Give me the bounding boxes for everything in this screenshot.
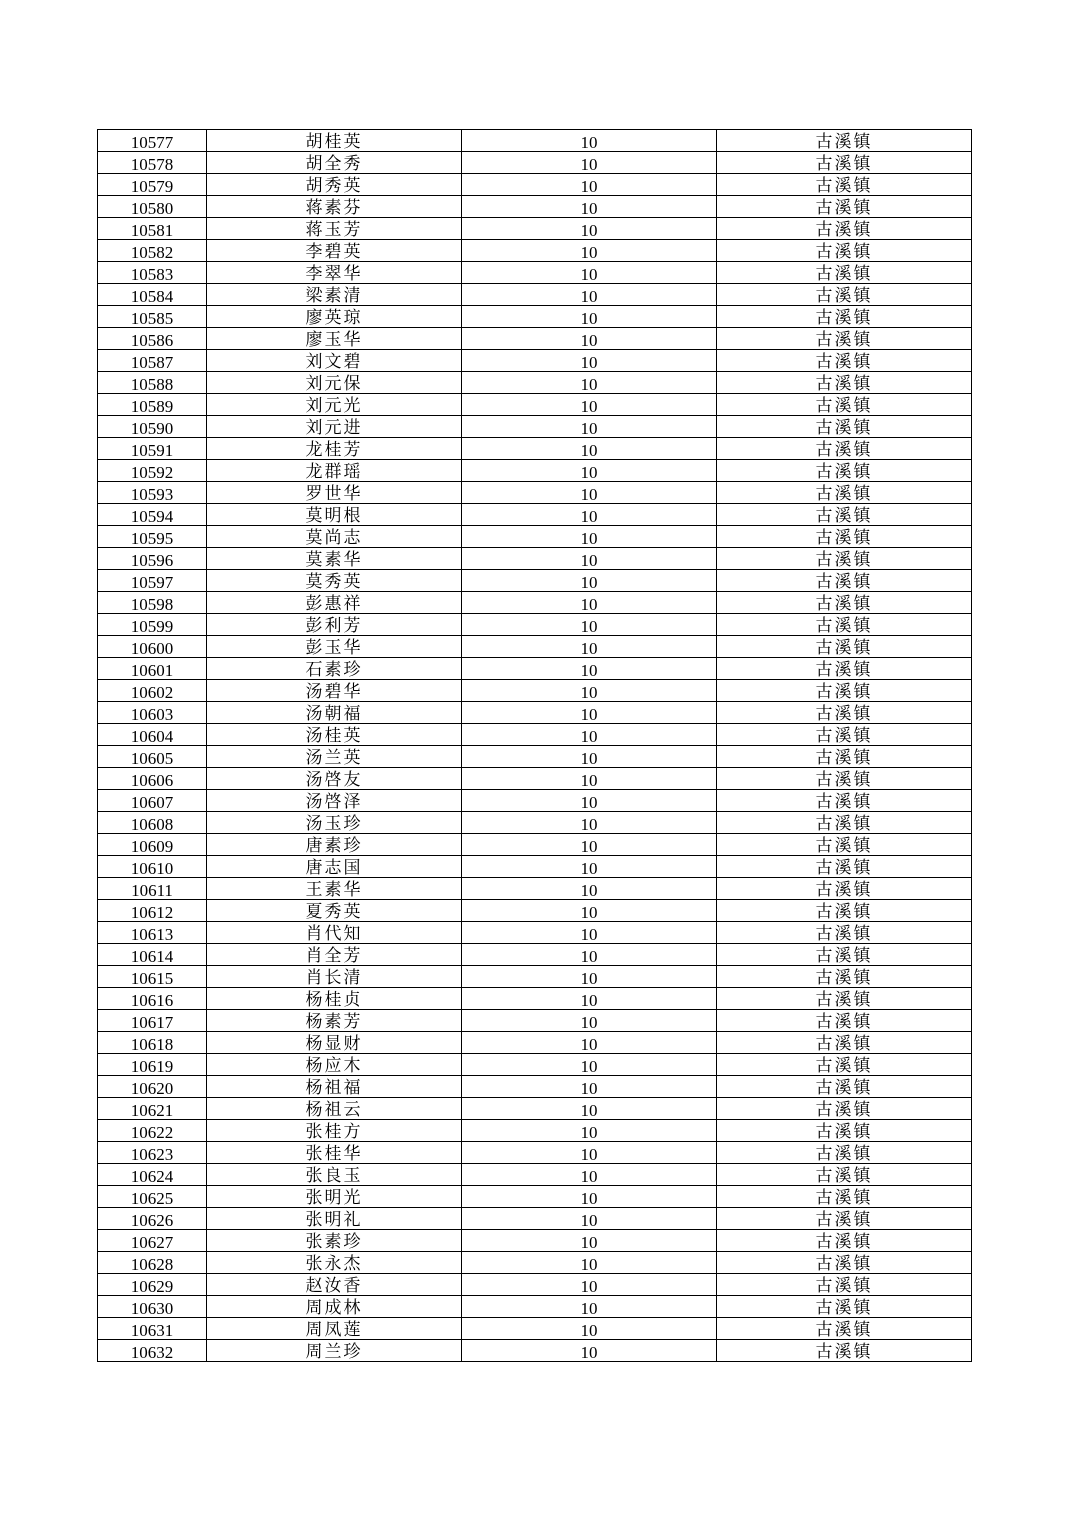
cell-name: 莫尚志 bbox=[207, 526, 462, 548]
table-row bbox=[98, 746, 972, 768]
cell-id: 10588 bbox=[98, 372, 207, 394]
cell-amount: 10 bbox=[462, 1296, 717, 1318]
cell-name: 唐志国 bbox=[207, 856, 462, 878]
cell-town: 古溪镇 bbox=[717, 592, 972, 614]
cell-town: 古溪镇 bbox=[717, 1010, 972, 1032]
cell-town: 古溪镇 bbox=[717, 944, 972, 966]
cell-name: 莫明根 bbox=[207, 504, 462, 526]
cell-town: 古溪镇 bbox=[717, 636, 972, 658]
cell-id: 10620 bbox=[98, 1076, 207, 1098]
cell-name: 汤碧华 bbox=[207, 680, 462, 702]
cell-town: 古溪镇 bbox=[717, 1208, 972, 1230]
cell-name: 汤啓泽 bbox=[207, 790, 462, 812]
cell-town: 古溪镇 bbox=[717, 966, 972, 988]
cell-name: 龙群瑶 bbox=[207, 460, 462, 482]
cell-id: 10601 bbox=[98, 658, 207, 680]
table-row bbox=[98, 438, 972, 460]
cell-name: 龙桂芳 bbox=[207, 438, 462, 460]
cell-town: 古溪镇 bbox=[717, 372, 972, 394]
cell-town: 古溪镇 bbox=[717, 504, 972, 526]
cell-name: 杨桂贞 bbox=[207, 988, 462, 1010]
table-row bbox=[98, 1142, 972, 1164]
cell-id: 10623 bbox=[98, 1142, 207, 1164]
cell-id: 10613 bbox=[98, 922, 207, 944]
cell-id: 10587 bbox=[98, 350, 207, 372]
cell-amount: 10 bbox=[462, 394, 717, 416]
cell-name: 罗世华 bbox=[207, 482, 462, 504]
cell-name: 杨祖福 bbox=[207, 1076, 462, 1098]
cell-name: 周成林 bbox=[207, 1296, 462, 1318]
cell-amount: 10 bbox=[462, 130, 717, 152]
cell-name: 肖全芳 bbox=[207, 944, 462, 966]
cell-id: 10592 bbox=[98, 460, 207, 482]
cell-id: 10609 bbox=[98, 834, 207, 856]
cell-id: 10631 bbox=[98, 1318, 207, 1340]
cell-name: 汤啓友 bbox=[207, 768, 462, 790]
table-row bbox=[98, 284, 972, 306]
cell-town: 古溪镇 bbox=[717, 1076, 972, 1098]
cell-id: 10603 bbox=[98, 702, 207, 724]
cell-id: 10590 bbox=[98, 416, 207, 438]
cell-town: 古溪镇 bbox=[717, 350, 972, 372]
cell-id: 10619 bbox=[98, 1054, 207, 1076]
cell-town: 古溪镇 bbox=[717, 262, 972, 284]
cell-amount: 10 bbox=[462, 350, 717, 372]
table-row bbox=[98, 1032, 972, 1054]
cell-amount: 10 bbox=[462, 746, 717, 768]
cell-amount: 10 bbox=[462, 526, 717, 548]
cell-id: 10591 bbox=[98, 438, 207, 460]
cell-id: 10614 bbox=[98, 944, 207, 966]
cell-id: 10582 bbox=[98, 240, 207, 262]
cell-town: 古溪镇 bbox=[717, 1274, 972, 1296]
table-row bbox=[98, 526, 972, 548]
cell-town: 古溪镇 bbox=[717, 196, 972, 218]
cell-name: 汤桂英 bbox=[207, 724, 462, 746]
table-row bbox=[98, 548, 972, 570]
cell-id: 10608 bbox=[98, 812, 207, 834]
cell-id: 10618 bbox=[98, 1032, 207, 1054]
cell-id: 10629 bbox=[98, 1274, 207, 1296]
cell-id: 10599 bbox=[98, 614, 207, 636]
cell-name: 莫素华 bbox=[207, 548, 462, 570]
cell-name: 彭惠祥 bbox=[207, 592, 462, 614]
cell-town: 古溪镇 bbox=[717, 1098, 972, 1120]
cell-name: 杨祖云 bbox=[207, 1098, 462, 1120]
cell-town: 古溪镇 bbox=[717, 724, 972, 746]
cell-amount: 10 bbox=[462, 834, 717, 856]
cell-id: 10583 bbox=[98, 262, 207, 284]
table-row bbox=[98, 328, 972, 350]
cell-id: 10607 bbox=[98, 790, 207, 812]
table-row bbox=[98, 372, 972, 394]
cell-town: 古溪镇 bbox=[717, 1164, 972, 1186]
cell-amount: 10 bbox=[462, 328, 717, 350]
cell-amount: 10 bbox=[462, 218, 717, 240]
cell-town: 古溪镇 bbox=[717, 746, 972, 768]
table-row bbox=[98, 504, 972, 526]
table-row bbox=[98, 966, 972, 988]
cell-id: 10579 bbox=[98, 174, 207, 196]
cell-town: 古溪镇 bbox=[717, 1032, 972, 1054]
cell-name: 蒋玉芳 bbox=[207, 218, 462, 240]
cell-amount: 10 bbox=[462, 636, 717, 658]
table-row bbox=[98, 702, 972, 724]
cell-id: 10615 bbox=[98, 966, 207, 988]
cell-town: 古溪镇 bbox=[717, 1252, 972, 1274]
table-row bbox=[98, 658, 972, 680]
cell-name: 张桂方 bbox=[207, 1120, 462, 1142]
table-row bbox=[98, 812, 972, 834]
cell-name: 汤兰英 bbox=[207, 746, 462, 768]
table-row bbox=[98, 1164, 972, 1186]
cell-amount: 10 bbox=[462, 1164, 717, 1186]
table-row bbox=[98, 1230, 972, 1252]
cell-town: 古溪镇 bbox=[717, 548, 972, 570]
cell-amount: 10 bbox=[462, 856, 717, 878]
cell-amount: 10 bbox=[462, 724, 717, 746]
table-row bbox=[98, 218, 972, 240]
cell-town: 古溪镇 bbox=[717, 834, 972, 856]
table-row bbox=[98, 856, 972, 878]
cell-name: 周凤莲 bbox=[207, 1318, 462, 1340]
cell-town: 古溪镇 bbox=[717, 1296, 972, 1318]
cell-name: 张明光 bbox=[207, 1186, 462, 1208]
cell-id: 10622 bbox=[98, 1120, 207, 1142]
cell-amount: 10 bbox=[462, 1208, 717, 1230]
cell-town: 古溪镇 bbox=[717, 878, 972, 900]
cell-amount: 10 bbox=[462, 614, 717, 636]
table-row bbox=[98, 394, 972, 416]
cell-amount: 10 bbox=[462, 1186, 717, 1208]
table-row bbox=[98, 1120, 972, 1142]
cell-id: 10581 bbox=[98, 218, 207, 240]
cell-name: 刘元保 bbox=[207, 372, 462, 394]
table-row bbox=[98, 1274, 972, 1296]
cell-amount: 10 bbox=[462, 1340, 717, 1362]
cell-name: 石素珍 bbox=[207, 658, 462, 680]
cell-name: 杨素芳 bbox=[207, 1010, 462, 1032]
cell-town: 古溪镇 bbox=[717, 240, 972, 262]
cell-id: 10593 bbox=[98, 482, 207, 504]
cell-id: 10600 bbox=[98, 636, 207, 658]
cell-id: 10585 bbox=[98, 306, 207, 328]
cell-name: 彭玉华 bbox=[207, 636, 462, 658]
cell-amount: 10 bbox=[462, 1120, 717, 1142]
cell-town: 古溪镇 bbox=[717, 482, 972, 504]
cell-amount: 10 bbox=[462, 790, 717, 812]
cell-name: 张永杰 bbox=[207, 1252, 462, 1274]
cell-town: 古溪镇 bbox=[717, 526, 972, 548]
cell-id: 10596 bbox=[98, 548, 207, 570]
table-row bbox=[98, 130, 972, 152]
table-row bbox=[98, 1296, 972, 1318]
cell-name: 胡秀英 bbox=[207, 174, 462, 196]
cell-id: 10617 bbox=[98, 1010, 207, 1032]
cell-amount: 10 bbox=[462, 900, 717, 922]
cell-id: 10611 bbox=[98, 878, 207, 900]
cell-amount: 10 bbox=[462, 1230, 717, 1252]
cell-name: 汤玉珍 bbox=[207, 812, 462, 834]
cell-town: 古溪镇 bbox=[717, 174, 972, 196]
table-row bbox=[98, 1208, 972, 1230]
cell-amount: 10 bbox=[462, 1054, 717, 1076]
table-row bbox=[98, 482, 972, 504]
cell-name: 廖玉华 bbox=[207, 328, 462, 350]
cell-name: 杨应木 bbox=[207, 1054, 462, 1076]
cell-town: 古溪镇 bbox=[717, 1186, 972, 1208]
cell-amount: 10 bbox=[462, 1032, 717, 1054]
cell-amount: 10 bbox=[462, 240, 717, 262]
cell-amount: 10 bbox=[462, 504, 717, 526]
cell-town: 古溪镇 bbox=[717, 306, 972, 328]
table-row bbox=[98, 570, 972, 592]
table-row bbox=[98, 240, 972, 262]
cell-id: 10580 bbox=[98, 196, 207, 218]
cell-name: 刘元光 bbox=[207, 394, 462, 416]
cell-town: 古溪镇 bbox=[717, 922, 972, 944]
cell-id: 10627 bbox=[98, 1230, 207, 1252]
cell-id: 10625 bbox=[98, 1186, 207, 1208]
cell-name: 胡全秀 bbox=[207, 152, 462, 174]
cell-town: 古溪镇 bbox=[717, 1120, 972, 1142]
cell-town: 古溪镇 bbox=[717, 680, 972, 702]
cell-id: 10595 bbox=[98, 526, 207, 548]
table-row bbox=[98, 1054, 972, 1076]
table-row bbox=[98, 416, 972, 438]
table-row bbox=[98, 944, 972, 966]
cell-name: 夏秀英 bbox=[207, 900, 462, 922]
cell-town: 古溪镇 bbox=[717, 152, 972, 174]
cell-amount: 10 bbox=[462, 482, 717, 504]
table-row bbox=[98, 1010, 972, 1032]
cell-id: 10624 bbox=[98, 1164, 207, 1186]
cell-amount: 10 bbox=[462, 1252, 717, 1274]
cell-id: 10610 bbox=[98, 856, 207, 878]
cell-town: 古溪镇 bbox=[717, 1142, 972, 1164]
cell-amount: 10 bbox=[462, 1010, 717, 1032]
cell-id: 10604 bbox=[98, 724, 207, 746]
cell-name: 梁素清 bbox=[207, 284, 462, 306]
cell-name: 肖代知 bbox=[207, 922, 462, 944]
cell-name: 彭利芳 bbox=[207, 614, 462, 636]
cell-name: 王素华 bbox=[207, 878, 462, 900]
cell-name: 汤朝福 bbox=[207, 702, 462, 724]
cell-name: 唐素珍 bbox=[207, 834, 462, 856]
cell-amount: 10 bbox=[462, 438, 717, 460]
table-row bbox=[98, 1186, 972, 1208]
cell-amount: 10 bbox=[462, 1274, 717, 1296]
cell-amount: 10 bbox=[462, 174, 717, 196]
table-row bbox=[98, 614, 972, 636]
cell-town: 古溪镇 bbox=[717, 130, 972, 152]
cell-town: 古溪镇 bbox=[717, 1340, 972, 1362]
cell-amount: 10 bbox=[462, 966, 717, 988]
cell-town: 古溪镇 bbox=[717, 900, 972, 922]
cell-id: 10597 bbox=[98, 570, 207, 592]
cell-name: 刘元进 bbox=[207, 416, 462, 438]
cell-id: 10578 bbox=[98, 152, 207, 174]
table-row bbox=[98, 900, 972, 922]
cell-name: 张良玉 bbox=[207, 1164, 462, 1186]
cell-name: 李碧英 bbox=[207, 240, 462, 262]
cell-town: 古溪镇 bbox=[717, 658, 972, 680]
cell-name: 廖英琼 bbox=[207, 306, 462, 328]
cell-id: 10621 bbox=[98, 1098, 207, 1120]
cell-town: 古溪镇 bbox=[717, 1054, 972, 1076]
table-body bbox=[98, 130, 972, 1362]
table-row bbox=[98, 1076, 972, 1098]
cell-amount: 10 bbox=[462, 658, 717, 680]
cell-town: 古溪镇 bbox=[717, 790, 972, 812]
cell-id: 10628 bbox=[98, 1252, 207, 1274]
cell-town: 古溪镇 bbox=[717, 614, 972, 636]
cell-town: 古溪镇 bbox=[717, 812, 972, 834]
table-row bbox=[98, 592, 972, 614]
table-row bbox=[98, 1252, 972, 1274]
table-row bbox=[98, 1340, 972, 1362]
cell-town: 古溪镇 bbox=[717, 988, 972, 1010]
table-row bbox=[98, 768, 972, 790]
cell-amount: 10 bbox=[462, 284, 717, 306]
cell-name: 张桂华 bbox=[207, 1142, 462, 1164]
cell-id: 10586 bbox=[98, 328, 207, 350]
cell-name: 赵汝香 bbox=[207, 1274, 462, 1296]
cell-name: 胡桂英 bbox=[207, 130, 462, 152]
cell-amount: 10 bbox=[462, 416, 717, 438]
cell-amount: 10 bbox=[462, 768, 717, 790]
cell-amount: 10 bbox=[462, 702, 717, 724]
cell-town: 古溪镇 bbox=[717, 328, 972, 350]
cell-amount: 10 bbox=[462, 878, 717, 900]
table-row bbox=[98, 262, 972, 284]
table-row bbox=[98, 834, 972, 856]
cell-id: 10616 bbox=[98, 988, 207, 1010]
cell-id: 10584 bbox=[98, 284, 207, 306]
cell-name: 肖长清 bbox=[207, 966, 462, 988]
table-row bbox=[98, 988, 972, 1010]
cell-town: 古溪镇 bbox=[717, 570, 972, 592]
table-row bbox=[98, 922, 972, 944]
cell-amount: 10 bbox=[462, 460, 717, 482]
cell-name: 张明礼 bbox=[207, 1208, 462, 1230]
table-row bbox=[98, 460, 972, 482]
cell-amount: 10 bbox=[462, 812, 717, 834]
cell-town: 古溪镇 bbox=[717, 394, 972, 416]
table-row bbox=[98, 1318, 972, 1340]
data-table bbox=[97, 129, 972, 1362]
cell-id: 10606 bbox=[98, 768, 207, 790]
cell-amount: 10 bbox=[462, 1142, 717, 1164]
cell-amount: 10 bbox=[462, 592, 717, 614]
cell-amount: 10 bbox=[462, 570, 717, 592]
table-row bbox=[98, 636, 972, 658]
cell-id: 10630 bbox=[98, 1296, 207, 1318]
cell-town: 古溪镇 bbox=[717, 438, 972, 460]
cell-amount: 10 bbox=[462, 306, 717, 328]
cell-amount: 10 bbox=[462, 988, 717, 1010]
cell-amount: 10 bbox=[462, 152, 717, 174]
table-row bbox=[98, 174, 972, 196]
table-row bbox=[98, 724, 972, 746]
cell-amount: 10 bbox=[462, 1076, 717, 1098]
cell-id: 10626 bbox=[98, 1208, 207, 1230]
cell-id: 10612 bbox=[98, 900, 207, 922]
cell-town: 古溪镇 bbox=[717, 768, 972, 790]
cell-id: 10605 bbox=[98, 746, 207, 768]
cell-name: 张素珍 bbox=[207, 1230, 462, 1252]
table-row bbox=[98, 790, 972, 812]
cell-name: 刘文碧 bbox=[207, 350, 462, 372]
table-row bbox=[98, 196, 972, 218]
cell-amount: 10 bbox=[462, 1098, 717, 1120]
cell-town: 古溪镇 bbox=[717, 218, 972, 240]
cell-town: 古溪镇 bbox=[717, 1318, 972, 1340]
cell-town: 古溪镇 bbox=[717, 1230, 972, 1252]
cell-amount: 10 bbox=[462, 196, 717, 218]
cell-town: 古溪镇 bbox=[717, 284, 972, 306]
table-row bbox=[98, 1098, 972, 1120]
cell-name: 杨显财 bbox=[207, 1032, 462, 1054]
table-row bbox=[98, 878, 972, 900]
cell-amount: 10 bbox=[462, 1318, 717, 1340]
cell-name: 莫秀英 bbox=[207, 570, 462, 592]
cell-id: 10632 bbox=[98, 1340, 207, 1362]
cell-town: 古溪镇 bbox=[717, 460, 972, 482]
cell-amount: 10 bbox=[462, 922, 717, 944]
table-row bbox=[98, 306, 972, 328]
cell-name: 蒋素芬 bbox=[207, 196, 462, 218]
cell-name: 周兰珍 bbox=[207, 1340, 462, 1362]
cell-amount: 10 bbox=[462, 262, 717, 284]
cell-amount: 10 bbox=[462, 548, 717, 570]
cell-id: 10589 bbox=[98, 394, 207, 416]
cell-amount: 10 bbox=[462, 944, 717, 966]
cell-id: 10602 bbox=[98, 680, 207, 702]
table-row bbox=[98, 680, 972, 702]
table-row bbox=[98, 350, 972, 372]
cell-id: 10594 bbox=[98, 504, 207, 526]
table-row bbox=[98, 152, 972, 174]
cell-name: 李翠华 bbox=[207, 262, 462, 284]
cell-amount: 10 bbox=[462, 372, 717, 394]
cell-town: 古溪镇 bbox=[717, 416, 972, 438]
cell-town: 古溪镇 bbox=[717, 702, 972, 724]
cell-town: 古溪镇 bbox=[717, 856, 972, 878]
cell-id: 10577 bbox=[98, 130, 207, 152]
cell-id: 10598 bbox=[98, 592, 207, 614]
cell-amount: 10 bbox=[462, 680, 717, 702]
